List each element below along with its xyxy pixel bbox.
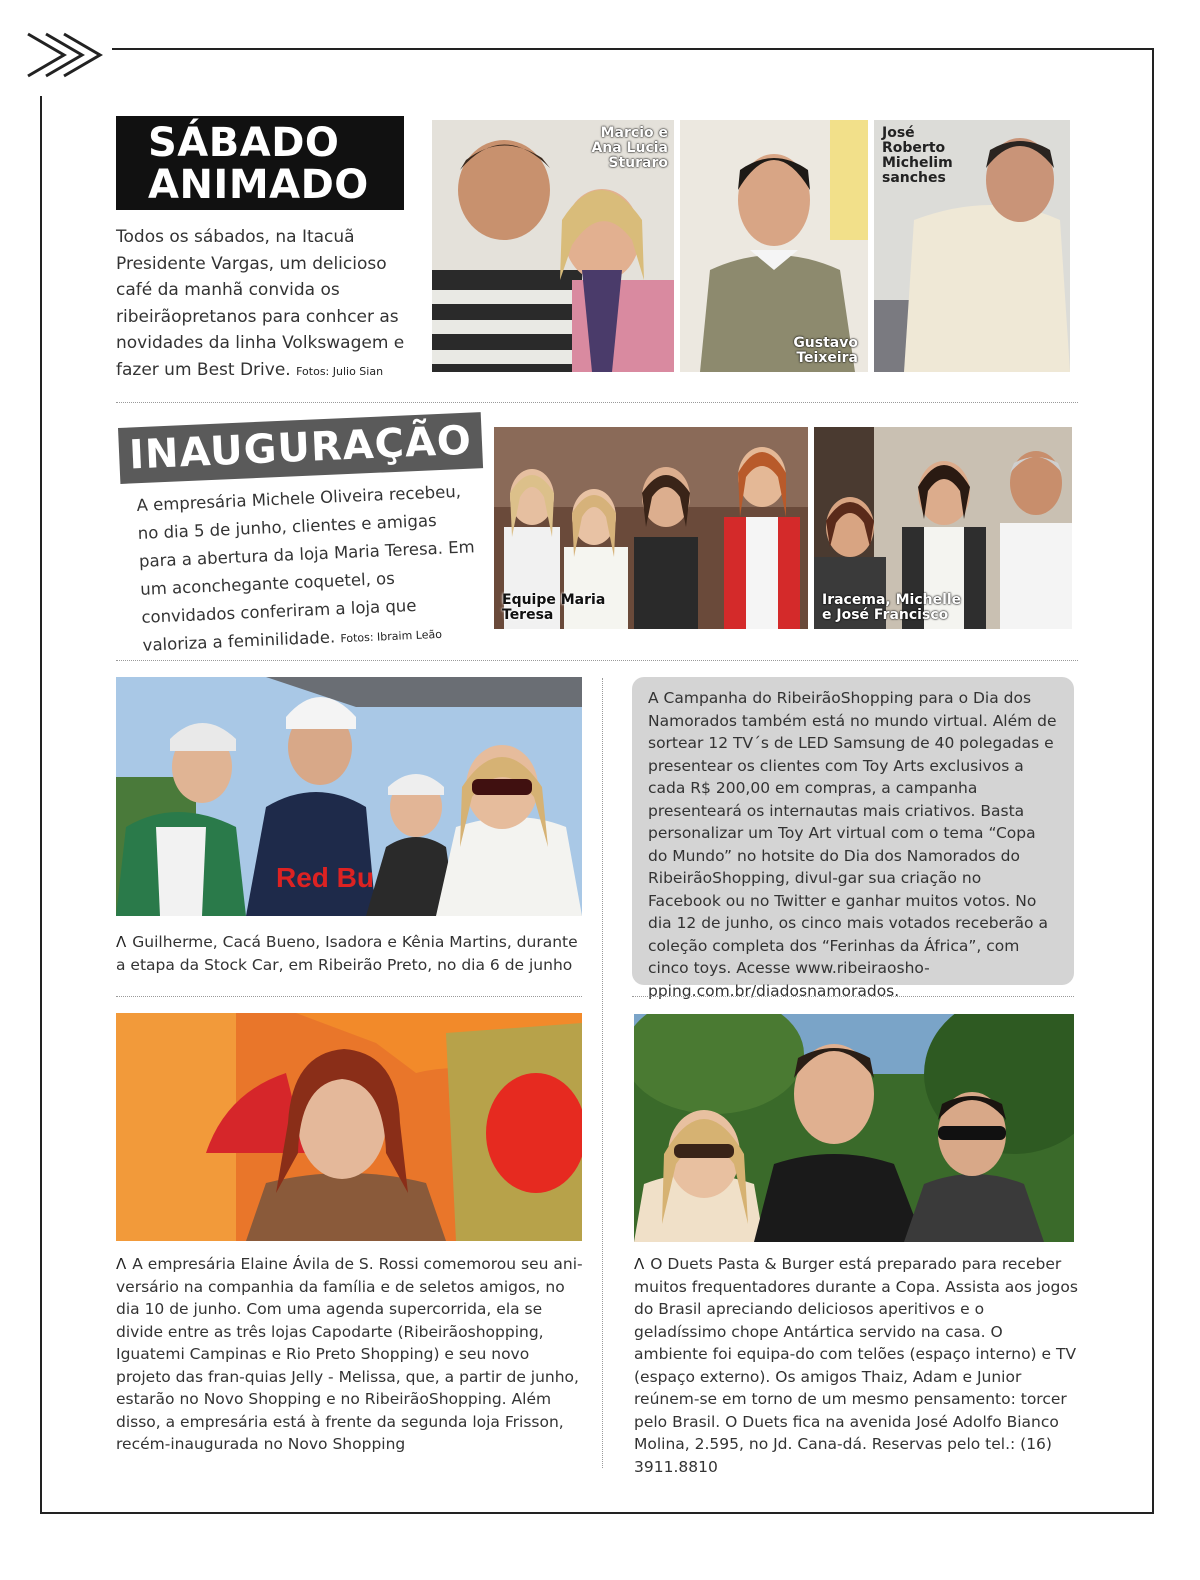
photo-iracema-michelle-jose bbox=[814, 427, 1072, 629]
photo-caption: José Roberto Michelim sanches bbox=[882, 125, 953, 186]
section-title-sabado bbox=[116, 116, 404, 210]
stockcar-caption-text: Guilherme, Cacá Bueno, Isadora e Kênia Martins, durante a etapa da Stock Car, em Ribeirão Preto, no dia 6 de junho bbox=[116, 933, 578, 974]
section2-body-text: A empresária Michele Oliveira recebeu, no dia 5 de junho, clientes e amigas para a abertura da loja Maria Teresa. Em um aconchegante coquetel, os convidados conferiram a loja que valoriza a feminilidade. bbox=[136, 481, 476, 655]
duets-caption-text: O Duets Pasta & Burger está preparado para receber muitos frequentadores durante a Copa. Assista aos jogos do Brasil apreciando deliciosos aperitivos e o geladíssimo chope Antártica servido na casa. O ambiente foi equipa-do com telões (espaço interno) e TV (espaço externo). Os amigos Thaiz, Adam e Junior reúnem-se em torno de um mesmo pensamento: torcer pelo Brasil. O Duets fica na avenida José Adolfo Bianco Molina, 2.595, no Jd. Cana-dá. Reservas pelo tel.: (16) 3911.8810 bbox=[634, 1255, 1078, 1476]
divider bbox=[116, 660, 1078, 661]
caret-up-icon: Λ bbox=[116, 933, 127, 951]
title-line1: SÁBADO bbox=[148, 120, 340, 166]
photo-caption: Marcio e Ana Lucia Sturaro bbox=[591, 125, 668, 171]
photo-gustavo bbox=[680, 120, 868, 372]
title-line2: ANIMADO bbox=[148, 162, 369, 208]
section2-credit: Fotos: Ibraim Leão bbox=[340, 627, 443, 646]
campaign-text: A Campanha do RibeirãoShopping para o Dia dos Namorados também está no mundo virtual. Além de sortear 12 TV´s de LED Samsung de 40 polegadas e presentear os clientes com Toy Arts exclusivos a cada R$ 200,00 em compras, a campanha presenteará os internautas mais criativos. Basta personalizar um Toy Art virtual com o tema “Copa do Mundo” no hotsite do Dia dos Namorados do RibeirãoShopping, divul-gar sua criação no Facebook ou no Twitter e ganhar muitos votos. No dia 12 de junho, os cinco mais votados receberão a coleção completa dos “Ferinhas da África”, com cinco toys. Acesse www.ribeiraosho-pping.com.br/diadosnamorados. bbox=[648, 689, 1057, 1000]
caret-up-icon: Λ bbox=[116, 1255, 127, 1273]
photo-stock-car bbox=[116, 677, 582, 916]
photo-caption: Equipe Maria Teresa bbox=[502, 592, 606, 623]
divider bbox=[116, 996, 582, 997]
photo-equipe-maria-teresa bbox=[494, 427, 808, 629]
elaine-caption-text: A empresária Elaine Ávila de S. Rossi comemorou seu ani-versário na companhia da família e de seletos amigos, no dia 10 de junho. Com uma agenda supercorrida, ela se divide entre as três lojas Capodarte (Ribeirãoshopping, Iguatemi Campinas e Rio Preto Shopping) e seu novo projeto das fran-quias Jelly - Melissa, que, a partir de junho, estarão no Novo Shopping e no RibeirãoShopping. Além disso, a empresária está à frente da segunda loja Frisson, recém-inaugurada no Novo Shopping bbox=[116, 1255, 583, 1453]
photo-caption: Iracema, Michelle e José Francisco bbox=[822, 592, 962, 623]
section2-title: INAUGURAÇÃO bbox=[118, 412, 483, 484]
photo-elaine-illustration bbox=[116, 1013, 582, 1241]
photo-duets bbox=[634, 1014, 1074, 1242]
elaine-caption bbox=[116, 1253, 586, 1456]
campaign-box bbox=[632, 677, 1074, 1000]
duets-caption bbox=[634, 1253, 1078, 1478]
photo-marcio-ana bbox=[432, 120, 674, 372]
divider bbox=[632, 996, 1074, 997]
section1-credit: Fotos: Julio Sian bbox=[296, 364, 384, 378]
photo-elaine bbox=[116, 1013, 582, 1241]
photo-duets-illustration bbox=[634, 1014, 1074, 1242]
photo-caption: Gustavo Teixeira bbox=[793, 335, 858, 366]
stockcar-caption bbox=[116, 931, 586, 976]
divider bbox=[116, 402, 1078, 403]
column-divider bbox=[602, 678, 603, 1468]
section1-body-text: Todos os sábados, na Itacuã Presidente Vargas, um delicioso café da manhã convida os ribeirãopretanos para conhcer as novidades da linha Volkswagem e fazer um Best Drive. bbox=[116, 227, 405, 380]
chevron-right-icon bbox=[24, 30, 108, 80]
photo-jose-roberto bbox=[874, 120, 1070, 372]
photo-stock-car-illustration bbox=[116, 677, 582, 916]
svg-text:Red Bu: Red Bu bbox=[276, 862, 374, 893]
section1-body bbox=[116, 224, 416, 385]
section2-body bbox=[136, 477, 483, 662]
caret-up-icon: Λ bbox=[634, 1255, 645, 1273]
